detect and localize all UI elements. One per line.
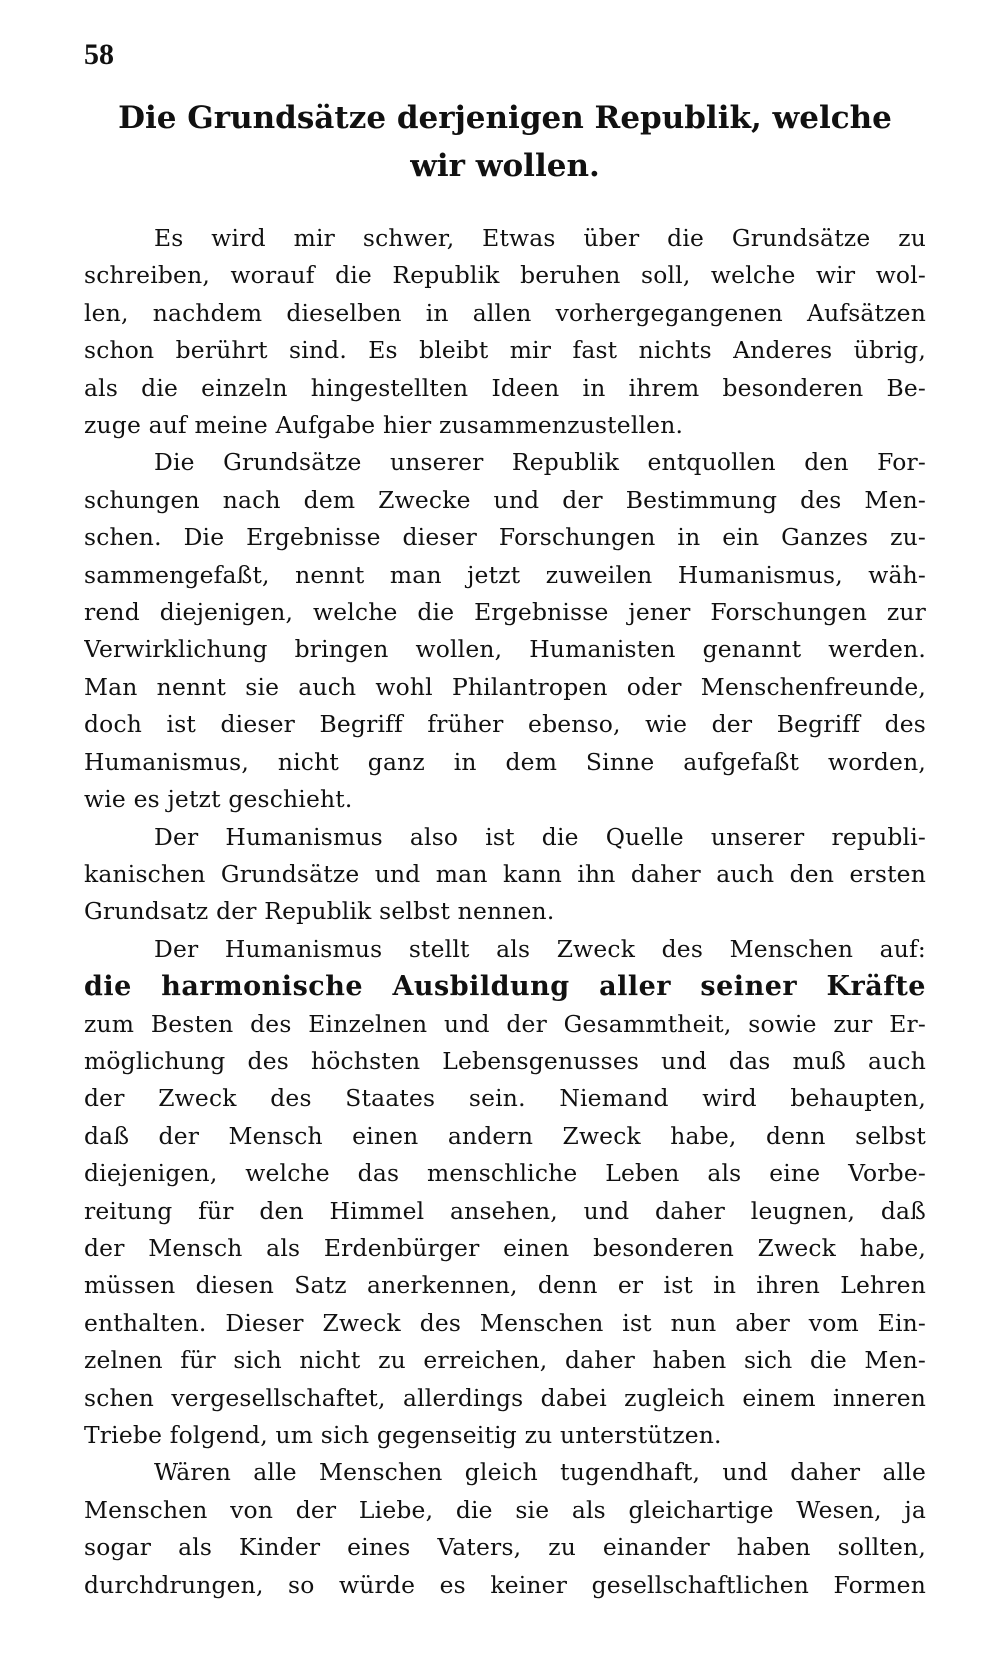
chapter-heading-line-1: Die Grundsätze derjenigen Republik, welche [118, 100, 892, 136]
text-line: doch ist dieser Begriff früher ebenso, wie der Begriff des [84, 710, 926, 739]
text-line: Triebe folgend, um sich gegenseitig zu unterstützen. [84, 1421, 722, 1449]
text-line: Der Humanismus also ist die Quelle unserer republi- [154, 822, 926, 851]
text-line: müssen diesen Satz anerkennen, denn er ist in ihren Lehren [84, 1271, 926, 1300]
text-line: schreiben, worauf die Republik beruhen soll, welche wir wol- [84, 261, 926, 290]
text-line: zelnen für sich nicht zu erreichen, daher haben sich die Men- [84, 1346, 926, 1375]
text-line: Es wird mir schwer, Etwas über die Grundsätze zu [154, 224, 926, 252]
text-line: sogar als Kinder eines Vaters, zu einander haben sollten, [84, 1533, 926, 1562]
text-line: kanischen Grundsätze und man kann ihn daher auch den ersten [84, 859, 926, 888]
chapter-heading-line-2: wir wollen. [410, 148, 600, 184]
text-line: schon berührt sind. Es bleibt mir fast nichts Anderes übrig, [84, 336, 926, 365]
paragraph-3 [84, 819, 926, 931]
chapter-heading [84, 94, 926, 190]
text-line: möglichung des höchsten Lebensgenusses und das muß auch [84, 1046, 926, 1075]
text-line: schen vergesellschaftet, allerdings dabei zugleich einem inneren [84, 1383, 926, 1412]
page-number: 58 [84, 38, 114, 71]
text-line: diejenigen, welche das menschliche Leben als eine Vorbe- [84, 1159, 926, 1188]
text-line: der Mensch als Erdenbürger einen besonderen Zweck habe, [84, 1233, 926, 1262]
text-line: reitung für den Himmel ansehen, und daher leugnen, daß [84, 1196, 926, 1225]
text-line: sammengefaßt, nennt man jetzt zuweilen Humanismus, wäh- [84, 560, 926, 589]
paragraph-1 [84, 220, 926, 444]
book-page [84, 40, 926, 1604]
text-line: Menschen von der Liebe, die sie als gleichartige Wesen, ja [84, 1495, 926, 1524]
text-line: daß der Mensch einen andern Zweck habe, denn selbst [84, 1121, 926, 1150]
text-line: wie es jetzt geschieht. [84, 785, 353, 814]
text-line: zuge auf meine Aufgabe hier zusammenzustellen. [84, 411, 684, 440]
text-line: Humanismus, nicht ganz in dem Sinne aufgefaßt worden, [84, 747, 926, 776]
paragraph-2 [84, 444, 926, 818]
emphasized-statement: die harmonische Ausbildung aller seiner Kräfte [84, 971, 926, 1003]
text-line: als die einzeln hingestellten Ideen in ihrem besonderen Be- [84, 373, 926, 402]
text-line: rend diejenigen, welche die Ergebnisse jener Forschungen zur [84, 598, 926, 627]
text-line: schungen nach dem Zwecke und der Bestimmung des Men- [84, 485, 926, 514]
paragraph-4 [84, 931, 926, 1455]
text-line: Wären alle Menschen gleich tugendhaft, und daher alle [154, 1458, 926, 1487]
text-line: enthalten. Dieser Zweck des Menschen ist nun aber vom Ein- [84, 1308, 926, 1337]
text-line: schen. Die Ergebnisse dieser Forschungen in ein Ganzes zu- [84, 523, 926, 552]
text-line: der Zweck des Staates sein. Niemand wird behaupten, [84, 1084, 926, 1113]
text-line: Der Humanismus stellt als Zweck des Menschen auf: [154, 934, 926, 963]
text-line: Man nennt sie auch wohl Philantropen oder Menschenfreunde, [84, 672, 926, 701]
text-line: Verwirklichung bringen wollen, Humanisten genannt werden. [84, 635, 926, 664]
text-line: len, nachdem dieselben in allen vorhergegangenen Aufsätzen [84, 298, 926, 327]
text-line: Grundsatz der Republik selbst nennen. [84, 897, 555, 926]
paragraph-5 [84, 1454, 926, 1604]
text-line: zum Besten des Einzelnen und der Gesammtheit, sowie zur Er- [84, 1009, 926, 1038]
text-line: Die Grundsätze unserer Republik entquollen den For- [154, 448, 926, 477]
text-line: durchdrungen, so würde es keiner gesellschaftlichen Formen [84, 1570, 926, 1599]
